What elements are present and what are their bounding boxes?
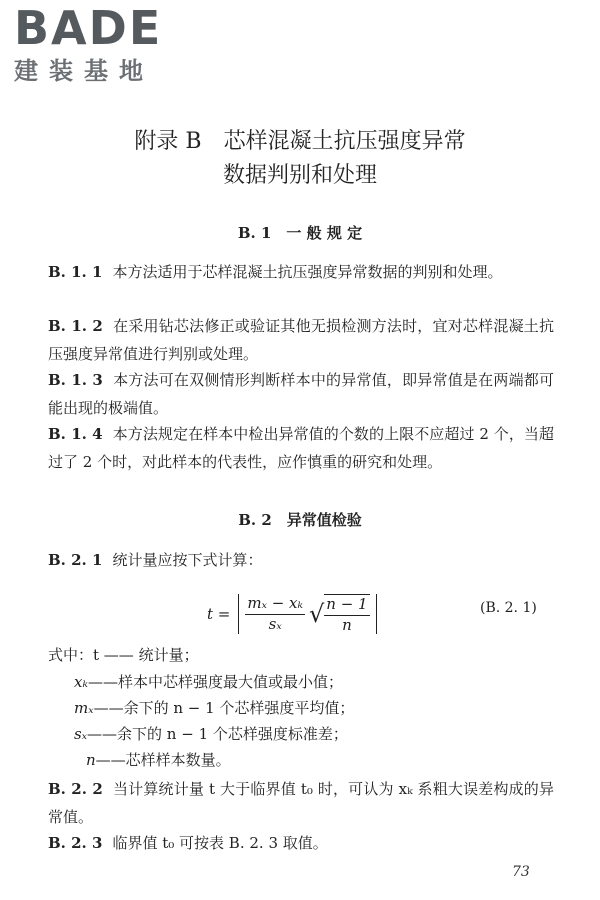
brand-logo [14,2,162,86]
radical-sign-icon: √ [308,600,325,628]
clause-b-2-1 [48,546,554,574]
appendix-title-line2: 数据判别和处理 [222,163,377,188]
formula-sqrt-numerator: n − 1 [324,596,369,616]
formula-numerator: mₓ − xₖ [245,595,305,615]
page-number: 73 [512,864,530,880]
clause-text: 统计量应按下式计算： [112,551,263,569]
formula-absolute-value [238,594,376,634]
formula-sqrt-body [324,594,369,634]
formula-fraction [245,595,305,633]
clause-number: B. 2. 1 [48,551,103,569]
legend-desc: ——样本中芯样强度最大值或最小值； [87,673,343,691]
clause-text: 本方法可在双侧情形判断样本中的异常值，即异常值是在两端都可能出现的极端值。 [48,371,554,417]
clause-number: B. 1. 2 [48,317,103,335]
section-heading-b2: B. 2 异常值检验 [238,511,362,529]
formula-lhs: t = [207,605,231,623]
clause-b-2-3 [48,829,554,857]
legend-item [74,694,354,722]
clause-text: 当计算统计量 t 大于临界值 t₀ 时，可认为 xₖ 系粗大误差构成的异常值。 [48,780,554,826]
clause-text: 在采用钻芯法修正或验证其他无损检测方法时，宜对芯样混凝土抗压强度异常值进行判别或处理。 [48,317,554,363]
clause-number: B. 1. 3 [48,371,103,389]
clause-text: 临界值 t₀ 可按表 B. 2. 3 取值。 [112,834,328,852]
clause-b-2-2 [48,775,554,831]
formula-b-2-1 [207,592,377,636]
formula-sqrt-fraction [324,596,369,634]
legend-symbol: sₓ [74,725,88,743]
appendix-title-line1: 附录 B 芯样混凝土抗压强度异常 [134,129,466,154]
legend-desc: ——芯样样本数量。 [95,751,231,769]
formula-number: (B. 2. 1) [480,600,537,616]
legend-item [86,746,231,774]
clause-b-1-4 [48,420,554,476]
clause-b-1-3 [48,366,554,422]
clause-b-1-1 [48,258,554,286]
legend-symbol: xₖ [74,673,88,691]
formula-denominator: sₓ [268,615,282,633]
logo-wordmark: BADE [14,1,163,55]
formula-legend-intro: 式中：t —— 统计量； [48,646,199,664]
legend-desc: ——余下的 n − 1 个芯样强度标准差； [87,725,348,743]
clause-number: B. 1. 4 [48,425,103,443]
section-heading-b1: B. 1 一 般 规 定 [237,224,363,242]
clause-number: B. 2. 3 [48,834,103,852]
clause-number: B. 2. 2 [48,780,103,798]
formula-sqrt-denominator: n [342,616,352,634]
logo-subtitle: 建装基地 [14,57,154,85]
clause-text: 本方法规定在样本中检出异常值的个数的上限不应超过 2 个，当超过了 2 个时，对此样本的代表性，应作慎重的研究和处理。 [48,425,554,471]
legend-item [74,720,348,748]
legend-item [74,668,343,696]
formula-sqrt [309,594,370,634]
legend-symbol: n [86,751,96,769]
legend-desc: ——余下的 n − 1 个芯样强度平均值； [93,699,355,717]
clause-b-1-2 [48,312,554,368]
legend-symbol: mₓ [74,699,94,717]
clause-text: 本方法适用于芯样混凝土抗压强度异常数据的判别和处理。 [112,263,503,281]
clause-number: B. 1. 1 [48,263,103,281]
